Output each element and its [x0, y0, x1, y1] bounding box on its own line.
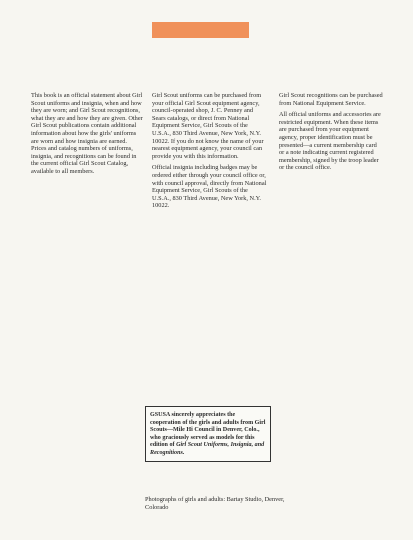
- photo-credit: Photographs of girls and adults: Bartay Studio, Denver, Colorado: [145, 496, 285, 511]
- intro-paragraph: This book is an official statement about Girl Scout uniforms and insignia, when and how they are worn; and Girl Scout recognitions, what they are and how they are given. Other Girl Scout publications contain additional information about how the girls' uniforms are worn and how insignia are earned. Prices and catalog numbers of uniforms, insignia, and recognitions can be found in the current official Girl Scout Catalog, available to all members.: [31, 92, 143, 175]
- restricted-equipment-paragraph: All official uniforms and accessories are restricted equipment. When these items are purchased from your equipment agency, proper identification must be presented—a current membership card or a note indicating current registered membership, signed by the troop leader or the council office.: [279, 111, 381, 172]
- column-3: [279, 92, 383, 176]
- column-2: [152, 92, 267, 214]
- acknowledgement-text: [150, 412, 266, 458]
- recognitions-paragraph: Girl Scout recognitions can be purchased from National Equipment Service.: [279, 92, 383, 107]
- acknowledgement-body: GSUSA sincerely appreciates the cooperation of the girls and adults from Girl Scouts—Mile Hi Council in Denver, Colo., who graciously served as models for this edition of: [150, 412, 266, 449]
- column-1: [31, 92, 143, 180]
- insignia-order-paragraph: Official insignia including badges may be ordered either through your council office or, with council approval, directly from National Equipment Service, Girl Scouts of the U.S.A., 830 Third Avenue, New York, N.Y. 10022.: [152, 164, 267, 210]
- orange-header-bar: [152, 22, 249, 38]
- acknowledgement-box: [145, 406, 271, 462]
- uniform-purchase-paragraph: Girl Scout uniforms can be purchased from your official Girl Scout equipment agency, council-operated shop, J. C. Penney and Sears catalogs, or direct from National Equipment Service, Girl Scouts of the U.S.A., 830 Third Avenue, New York, N.Y. 10022. If you do not know the name of your nearest equipment agency, your council can provide you with this information.: [152, 92, 264, 160]
- publication-title: Girl Scout Uniforms, Insignia, and Recognitions.: [150, 442, 265, 456]
